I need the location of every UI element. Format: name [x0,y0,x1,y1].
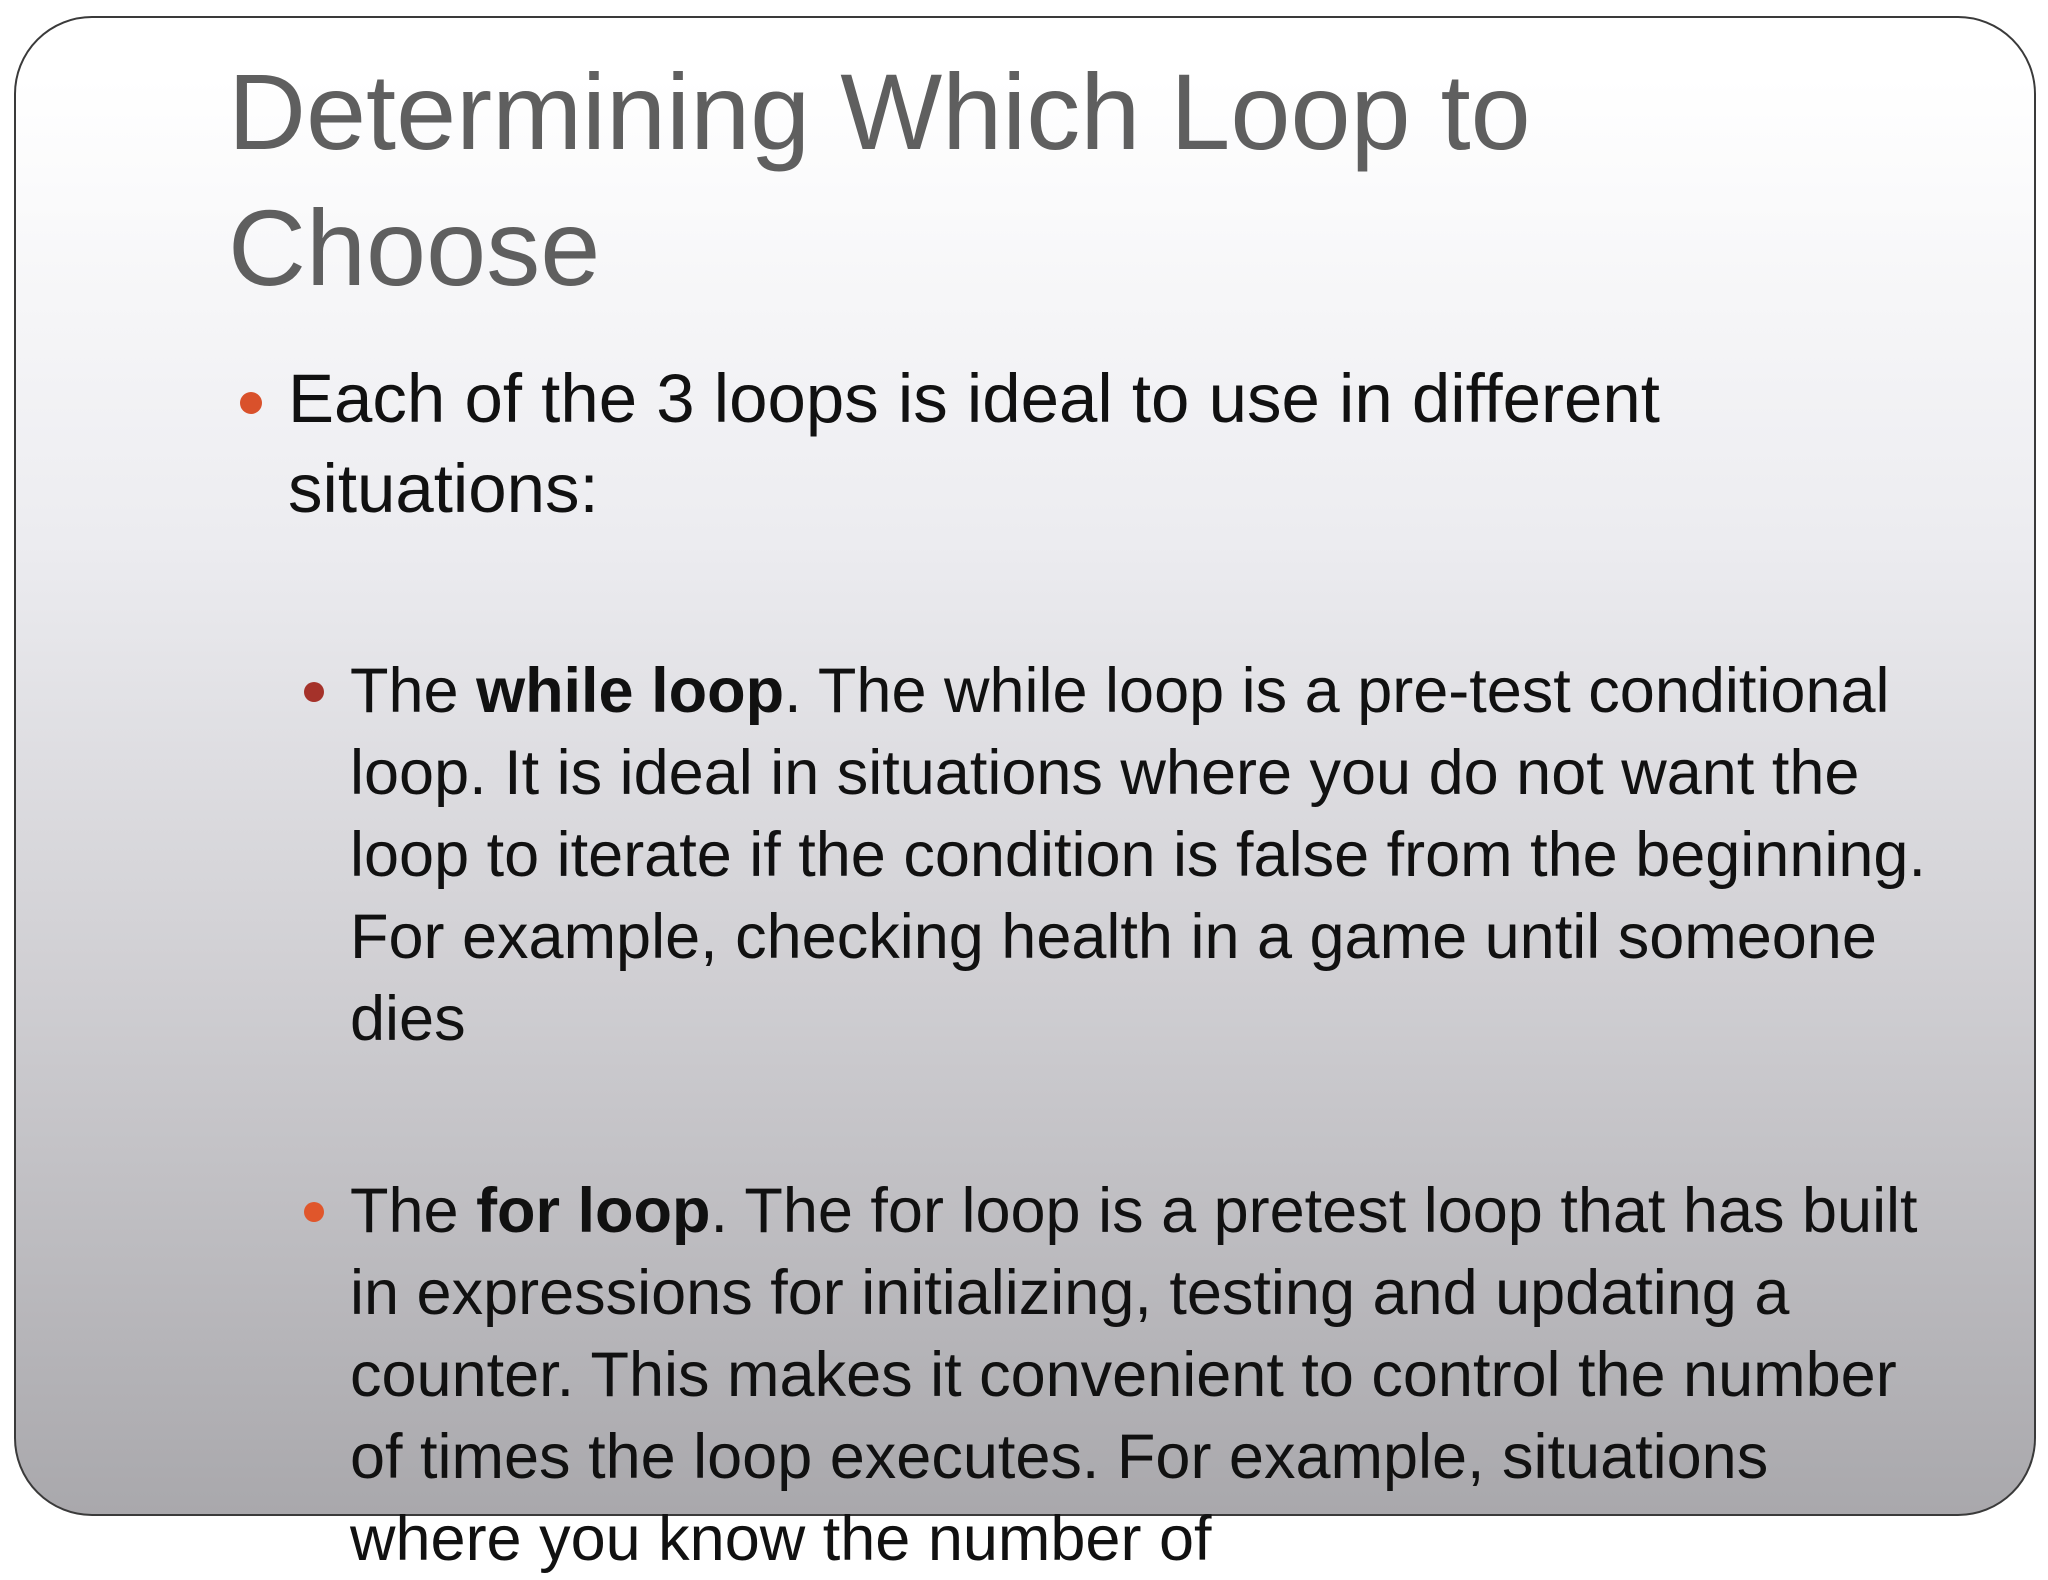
bullet-prefix: The [350,656,477,726]
bullet-dot-icon [304,1202,324,1222]
bullet-bold-term: for loop [476,1176,711,1246]
bullet-text: . The for loop is a pretest loop that has built in expressions for initializing, testing and updating a counter. This makes it convenient to control the number of times the loop executes. For example, situations where you know the number of [350,1176,1918,1574]
bullet-text: Each of the 3 loops is ideal to use in different situations: [288,360,1660,527]
bullet-for-loop [350,1170,1950,1580]
bullet-while-loop [350,650,1950,1060]
bullet-prefix: The [350,1176,477,1246]
bullet-dot-icon [304,682,324,702]
slide-title: Determining Which Loop to Choose [228,51,1531,308]
slide-frame [14,16,2036,1574]
bullet-text: . The while loop is a pre-test conditional loop. It is ideal in situations where you do not want the loop to iterate if the condition is false from the beginning. For example, checking health in a game until someone dies [350,656,1926,1054]
bullet-dot-icon [240,392,262,414]
bullet-bold-term: while loop [476,656,785,726]
bullet-loops-overview [288,354,1908,534]
